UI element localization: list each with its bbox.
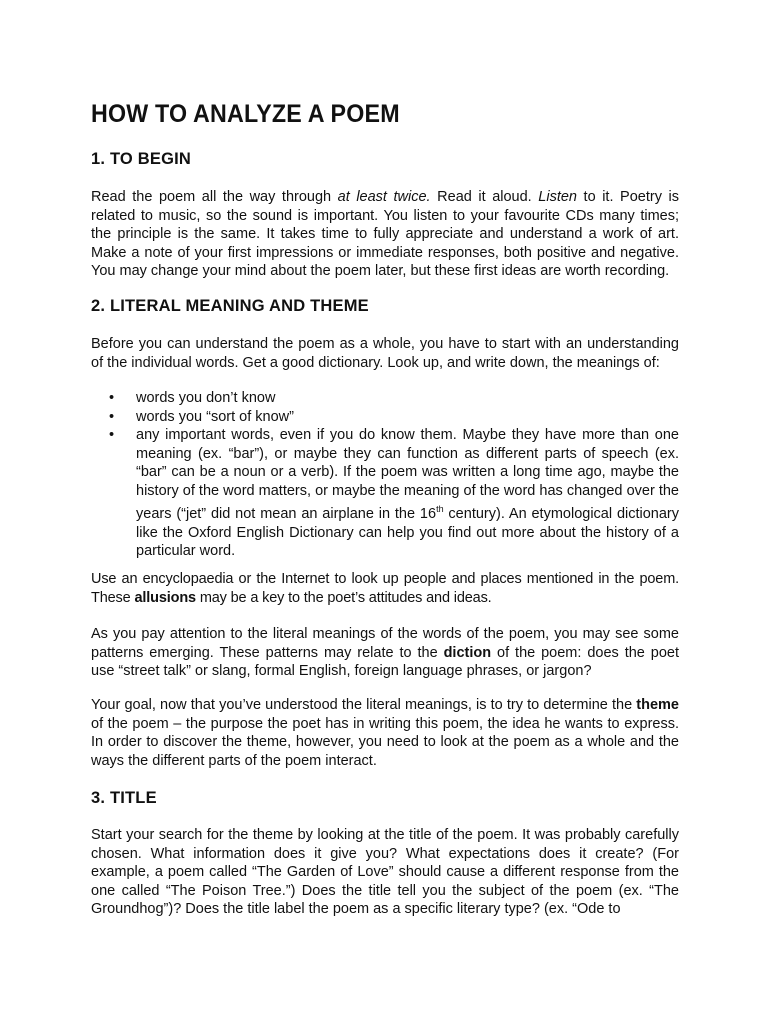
section-heading-title: 3. TITLE: [91, 789, 157, 807]
bold-term: diction: [443, 644, 492, 661]
bold-term: allusions: [134, 589, 196, 606]
text-run: may be a key to the poet’s attitudes and ideas.: [195, 589, 492, 606]
text-run: Read it aloud.: [430, 189, 539, 205]
paragraph-title: Start your search for the theme by looking at the title of the poem. It was probably carefully chosen. What information does it give you? What expectations does it create? (For example, a poem called “The Garden of Love” should cause a different response from the one called “The Poison Tree.”) Does the title tell you the subject of the poem (ex. “The Groundhog”)? Does the title label the poem as a specific literary type? (ex. “Ode to: [91, 827, 679, 917]
text-run: As you pay attention to the literal meanings of the words of the poem, you may see some patterns emerging. These patterns may relate to the: [91, 626, 679, 661]
emphasis-text: at least twice.: [337, 189, 431, 205]
paragraph-allusions: [91, 570, 679, 607]
paragraph-literal-intro: Before you can understand the poem as a whole, you have to start with an understanding of the individual words. Get a good dictionary. Look up, and write down, the meanings of:: [91, 336, 679, 371]
text-run: to it. Poetry is related to music, so the sound is important. You listen to your favourite CDs many times; the principle is the same. It takes time to fully appreciate and understand a work of art. Make a note of your first impressions or immediate responses, both positive and negative. You may change your mind about the poem later, but these first ideas are worth recording.: [91, 189, 679, 279]
paragraph-begin: [91, 188, 679, 281]
text-run: of the poem: does the poet use “street talk” or slang, formal English, foreign language phrases, or jargon?: [91, 644, 679, 679]
paragraph-diction: [91, 625, 679, 681]
emphasis-text: Listen: [538, 189, 577, 205]
list-item: • words you don’t know: [91, 389, 679, 408]
text-run: of the poem – the purpose the poet has in writing this poem, the idea he wants to express. In order to discover the theme, however, you need to look at the poem as a whole and the ways the different parts of the poem interact.: [91, 715, 679, 769]
page-title: HOW TO ANALYZE A POEM: [91, 100, 400, 128]
text-run: any important words, even if you do know them. Maybe they have more than one meaning (ex. “bar”), or maybe they can function as different parts of speech (ex. “bar” can be a noun or a verb). If the poem was written a long time ago, maybe the history of the word matters, or maybe the meaning of the word has changed over the years (“jet” did not mean an airplane in the 16: [136, 427, 679, 522]
bold-term: theme: [636, 697, 679, 713]
section-heading-literal: 2. LITERAL MEANING AND THEME: [91, 297, 369, 315]
section-heading-begin: 1. TO BEGIN: [91, 150, 191, 168]
superscript: th: [436, 504, 444, 514]
paragraph-theme: [91, 696, 679, 770]
text-run: century). An etymological dictionary like the Oxford English Dictionary can help you find out more about the history of a particular word.: [136, 506, 680, 559]
text-run: Your goal, now that you’ve understood the literal meanings, is to try to determine the: [91, 697, 637, 713]
meanings-list: [91, 389, 679, 561]
text-run: Use an encyclopaedia or the Internet to look up people and places mentioned in the poem. These: [91, 571, 679, 606]
list-item: [91, 426, 679, 561]
list-item: • words you “sort of know”: [91, 408, 679, 427]
text-run: Read the poem all the way through: [91, 189, 338, 205]
